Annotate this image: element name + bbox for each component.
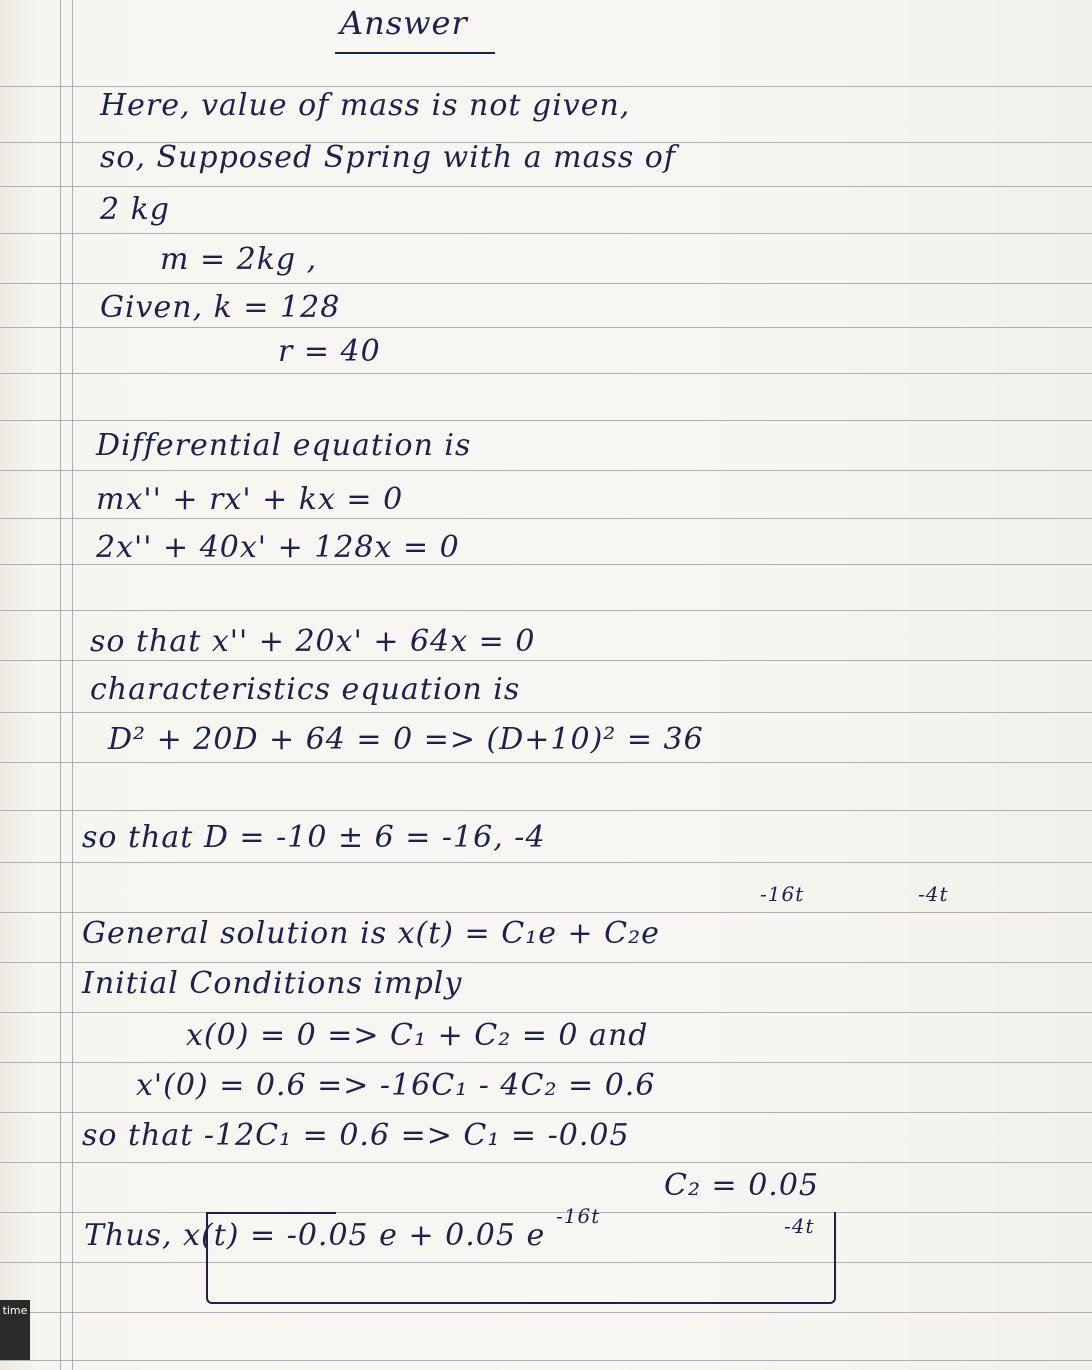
rule-line xyxy=(0,86,1092,87)
text-line: mx'' + rx' + kx = 0 xyxy=(96,482,404,517)
text-line: m = 2kg , xyxy=(160,242,318,277)
rule-line xyxy=(0,470,1092,471)
rule-line xyxy=(0,862,1092,863)
text-line: characteristics equation is xyxy=(90,672,521,707)
answer-box xyxy=(206,1212,836,1304)
text-line: 2x'' + 40x' + 128x = 0 xyxy=(96,530,460,565)
rule-line xyxy=(0,186,1092,187)
rule-line xyxy=(0,518,1092,519)
rule-line xyxy=(0,1012,1092,1013)
text-line: Here, value of mass is not given, xyxy=(100,88,631,123)
rule-line xyxy=(0,912,1092,913)
text-line: so that x'' + 20x' + 64x = 0 xyxy=(90,624,536,659)
rule-line xyxy=(0,1112,1092,1113)
text-line: so, Supposed Spring with a mass of xyxy=(100,140,676,175)
text-line: so that -12C₁ = 0.6 => C₁ = -0.05 xyxy=(82,1118,630,1153)
text-line: 2 kg xyxy=(100,192,171,227)
margin-line xyxy=(60,0,61,1370)
rule-line xyxy=(0,610,1092,611)
exponent-text: -16t xyxy=(760,882,805,906)
rule-line xyxy=(0,327,1092,328)
rule-line xyxy=(0,762,1092,763)
rule-line xyxy=(0,1162,1092,1163)
rule-line xyxy=(0,712,1092,713)
rule-line xyxy=(0,283,1092,284)
exponent-text: -16t xyxy=(556,1204,601,1228)
rule-line xyxy=(0,1062,1092,1063)
final-answer: Thus, x(t) = -0.05 e + 0.05 e xyxy=(84,1218,546,1253)
exponent-text: -4t xyxy=(918,882,949,906)
rule-line xyxy=(0,373,1092,374)
text-line: Differential equation is xyxy=(96,428,472,463)
text-line: Given, k = 128 xyxy=(100,290,341,325)
title-underline xyxy=(335,52,495,54)
text-line: Initial Conditions imply xyxy=(82,966,463,1001)
rule-line xyxy=(0,660,1092,661)
rule-line xyxy=(0,1312,1092,1313)
corner-logo: time xyxy=(0,1300,30,1360)
margin-line xyxy=(72,0,73,1370)
text-line: x(0) = 0 => C₁ + C₂ = 0 and xyxy=(186,1018,649,1053)
text-line: General solution is x(t) = C₁e + C₂e xyxy=(82,916,660,951)
text-line: so that D = -10 ± 6 = -16, -4 xyxy=(82,820,546,855)
page-title: Answer xyxy=(340,4,468,42)
text-line: x'(0) = 0.6 => -16C₁ - 4C₂ = 0.6 xyxy=(136,1068,656,1103)
rule-line xyxy=(0,1360,1092,1361)
rule-line xyxy=(0,810,1092,811)
rule-line xyxy=(0,962,1092,963)
text-line: r = 40 xyxy=(278,334,381,369)
rule-line xyxy=(0,420,1092,421)
text-line: D² + 20D + 64 = 0 => (D+10)² = 36 xyxy=(108,722,704,757)
text-line: C₂ = 0.05 xyxy=(664,1168,819,1203)
rule-line xyxy=(0,233,1092,234)
exponent-text: -4t xyxy=(784,1214,815,1238)
